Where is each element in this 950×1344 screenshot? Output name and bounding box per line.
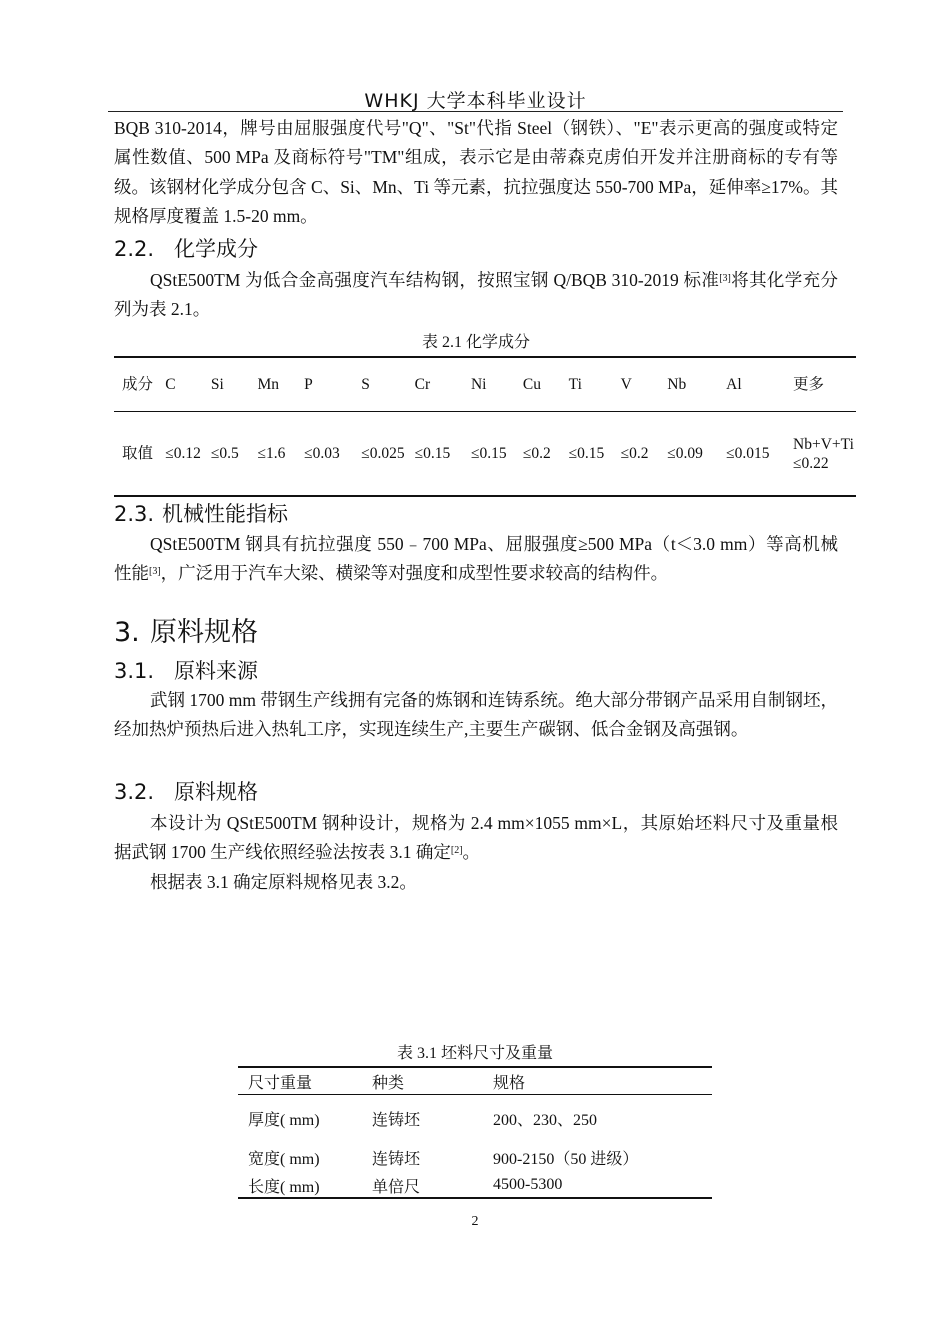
section-3-heading <box>114 610 258 649</box>
citation-ref: [2] <box>450 845 463 857</box>
intro-paragraph: BQB 310-2014，牌号由屈服强度代号"Q"、"St"代指 Steel（钢铁）、"E"表示更高的强度或特定属性数值、500 MPa 及商标符号"TM"组成，表示它是由蒂森克虏伯开发并注册商标的专有等级。该钢材化学成分包含 C、Si、Mn、Ti 等元素，抗拉强度达 550-700 MPa，延伸率≥17%。其规格厚度覆盖 1.5-20 mm。 <box>114 118 838 226</box>
section-2-3-heading <box>114 498 288 528</box>
paragraph-text: 将其化学充分列为表 2.1。 <box>114 270 838 320</box>
paragraph-text: QStE500TM 钢具有抗拉强度 550﹣700 MPa、屈服强度≥500 MPa（t＜3.0 mm）等高机械性能 <box>114 534 838 584</box>
header-cell: Ni <box>463 357 515 412</box>
section-3-1-heading <box>114 655 258 685</box>
paragraph-text: 。 <box>462 842 481 863</box>
value-cell: ≤0.2 <box>515 412 561 497</box>
table-row <box>114 412 856 497</box>
table-cell: 900-2150（50 进级） <box>493 1150 639 1168</box>
header-cell: 更多 <box>785 357 856 412</box>
header-cell: C <box>157 357 203 412</box>
section-number: 3.1. <box>114 659 155 683</box>
header-cell: 尺寸重量 <box>238 1067 362 1095</box>
value-cell: ≤0.03 <box>296 412 353 497</box>
header-cell: Mn <box>249 357 296 412</box>
value-cell: ≤0.2 <box>613 412 660 497</box>
value-cell: ≤0.015 <box>718 412 785 497</box>
header-rule <box>108 111 843 112</box>
section-title: 原料规格 <box>174 780 258 804</box>
header-cell: 种类 <box>362 1067 483 1095</box>
section-title: 机械性能指标 <box>162 502 288 526</box>
paragraph-text: QStE500TM 为低合金高强度汽车结构钢，按照宝钢 Q/BQB 310-2019 标准 <box>150 270 720 290</box>
section-title: 原料来源 <box>174 659 258 683</box>
section-number: 3. <box>114 617 140 648</box>
value-cell: ≤0.15 <box>407 412 463 497</box>
table-cell: 4500-5300 <box>483 1173 712 1198</box>
header-cell: S <box>353 357 406 412</box>
table-row <box>238 1141 712 1173</box>
value-cell: ≤0.15 <box>561 412 613 497</box>
table-row <box>238 1173 712 1198</box>
table-header-row <box>238 1067 712 1095</box>
header-cell: 成分 <box>114 357 157 412</box>
header-cell: Si <box>203 357 250 412</box>
section-title: 原料规格 <box>150 617 258 648</box>
section-number: 3.2. <box>114 780 155 804</box>
value-cell: ≤0.5 <box>203 412 250 497</box>
table-cell: 厚度( mm) <box>248 1111 320 1129</box>
section-3-2-paragraph <box>114 809 838 868</box>
section-number: 2.2. <box>114 237 155 261</box>
value-cell: ≤0.12 <box>157 412 203 497</box>
table-cell: 200、230、250 <box>493 1111 598 1129</box>
header-cell: Ti <box>561 357 613 412</box>
section-3-2-paragraph-2: 根据表 3.1 确定原料规格见表 3.2。 <box>150 872 417 892</box>
section-2-2-paragraph <box>114 266 838 325</box>
table-cell: 宽度( mm) <box>248 1150 320 1168</box>
chemical-composition-table <box>114 356 856 497</box>
value-cell: ≤0.15 <box>463 412 515 497</box>
value-cell: Nb+V+Ti ≤0.22 <box>785 412 856 497</box>
citation-ref: [3] <box>719 273 731 284</box>
value-cell: ≤1.6 <box>249 412 296 497</box>
header-cell: V <box>613 357 660 412</box>
table-cell: 单倍尺 <box>362 1173 483 1198</box>
table-3-1-caption: 表 3.1 坯料尺寸及重量 <box>396 1045 553 1062</box>
header-cell: Nb <box>659 357 718 412</box>
paragraph-text: ，广泛用于汽车大梁、横梁等对强度和成型性要求较高的结构件。 <box>160 563 669 584</box>
section-3-1-paragraph: 武钢 1700 mm 带钢生产线拥有完备的炼钢和连铸系统。绝大部分带钢产品采用自制钢坯，经加热炉预热后进入热轧工序，实现连续生产,主要生产碳钢、低合金钢及高强钢。 <box>114 690 838 740</box>
table-cell: 连铸坯 <box>372 1150 421 1168</box>
page-number: 2 <box>471 1214 479 1229</box>
header-cell: Cu <box>515 357 561 412</box>
section-2-2-heading <box>114 233 258 263</box>
table-cell: 长度( mm) <box>238 1173 362 1198</box>
table-header-row <box>114 357 856 412</box>
section-title: 化学成分 <box>174 237 258 261</box>
section-3-2-heading <box>114 776 258 806</box>
value-cell: ≤0.09 <box>659 412 718 497</box>
value-cell: ≤0.025 <box>353 412 406 497</box>
table-cell: 连铸坯 <box>372 1111 421 1129</box>
citation-ref: [3] <box>149 566 161 578</box>
header-cell: 规格 <box>483 1067 712 1095</box>
table-row <box>238 1095 712 1142</box>
value-cell: 取值 <box>114 412 157 497</box>
billet-size-weight-table <box>238 1066 712 1199</box>
header-cell: P <box>296 357 353 412</box>
header-cell: Cr <box>407 357 463 412</box>
page-header: WHKJ 大学本科毕业设计 <box>364 90 587 112</box>
header-cell: Al <box>718 357 785 412</box>
section-number: 2.3. <box>114 502 155 526</box>
section-2-3-paragraph <box>114 530 838 589</box>
table-2-1-caption: 表 2.1 化学成分 <box>421 334 530 351</box>
paragraph-text: 本设计为 QStE500TM 钢种设计，规格为 2.4 mm×1055 mm×L，其原始坯料尺寸及重量根据武钢 1700 生产线依照经验法按表 3.1 确定 <box>114 813 838 863</box>
